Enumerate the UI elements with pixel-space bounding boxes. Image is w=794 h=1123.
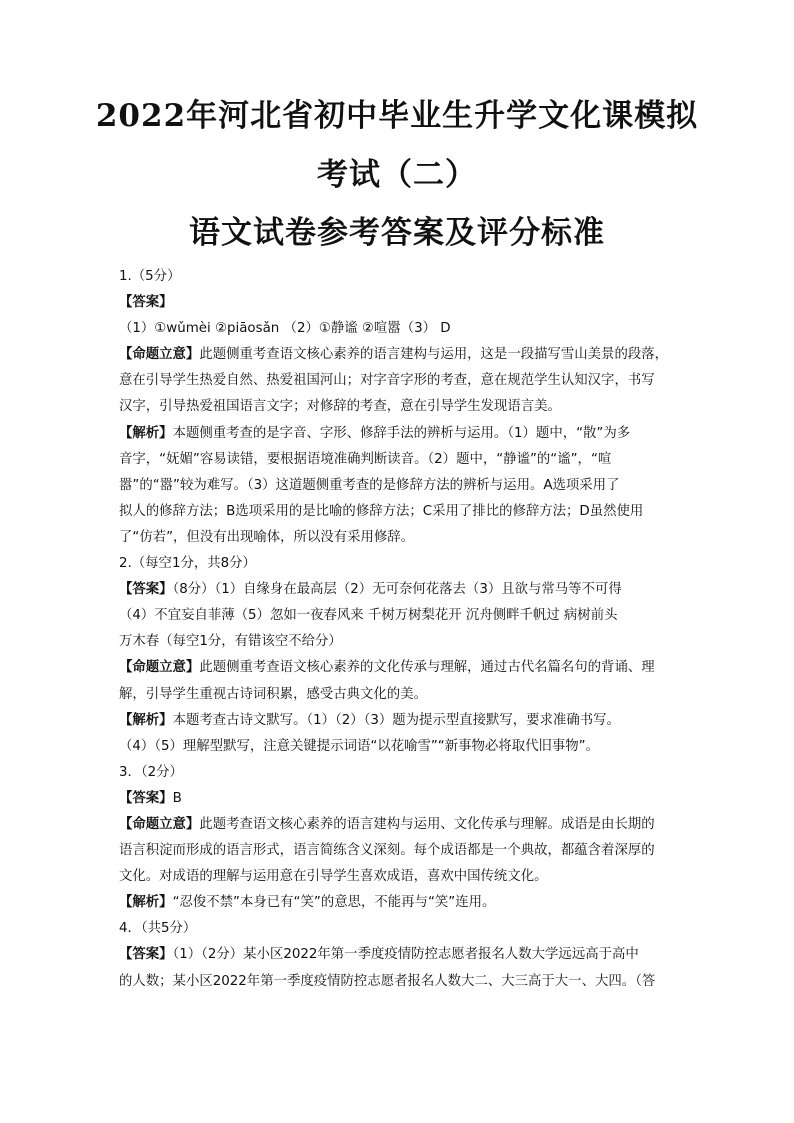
document-subtitle: 语文试卷参考答案及评分标准: [189, 215, 605, 251]
line-text: 意在引导学生热爱自然、热爱祖国河山；对字音字形的考查，意在规范学生认知汉字，书写: [119, 373, 655, 389]
line-text: 嚣”的“嚣”较为难写。（3）这道题侧重考查的是修辞方法的辨析与运用。A选项采用了: [119, 477, 620, 493]
line-text: （8分）（1）自缘身在最高层（2）无可奈何花落去（3）且欲与常马等不可得: [172, 582, 622, 598]
section-tag: 【解析】: [119, 895, 173, 911]
line-text: “忍俊不禁”本身已有“笑”的意思，不能再与“笑”连用。: [172, 895, 496, 911]
section-tag: 【答案】: [119, 947, 173, 963]
line-text: 此题考查语文核心素养的语言建构与运用、文化传承与理解。成语是由长期的: [199, 816, 655, 832]
text-line: [119, 577, 681, 603]
line-text: 音字，“妩媚”容易读错，要根据语境准确判断读音。（2）题中，“静谧”的“谧”，“喧: [119, 451, 612, 467]
line-text: 汉字，引导热爱祖国语言文字；对修辞的考查，意在引导学生发现语言美。: [119, 399, 561, 415]
line-text: 万木春（每空1分，有错该空不给分）: [119, 634, 342, 650]
line-text: （1）（2分）某小区2022年第一季度疫情防控志愿者报名人数大学远远高于高中: [172, 947, 639, 963]
text-line: [119, 447, 681, 473]
text-line: [119, 499, 681, 525]
text-line: [119, 682, 681, 708]
line-text: 本题考查古诗文默写。（1）（2）（3）题为提示型直接默写，要求准确书写。: [172, 712, 620, 728]
section-tag: 【解析】: [119, 425, 173, 441]
text-line: [119, 603, 681, 629]
text-line: [119, 812, 681, 838]
text-line: [119, 655, 681, 681]
section-tag: 【答案】: [119, 790, 173, 806]
document-title-line-1: 2022年河北省初中毕业生升学文化课模拟: [95, 98, 699, 134]
text-line: [119, 525, 681, 551]
text-line: [119, 708, 681, 734]
line-text: 1.（5分）: [119, 269, 181, 284]
text-line: [119, 942, 681, 968]
text-line: [119, 394, 681, 420]
answer-body: [119, 264, 681, 995]
line-text: 解，引导学生重视古诗词积累，感受古典文化的美。: [119, 686, 427, 702]
line-text: （1）①wǔmèi ②piāosǎn （2）①静谧 ②喧嚣（3） D: [119, 321, 451, 337]
text-line: [119, 838, 681, 864]
section-tag: 【命题立意】: [119, 347, 200, 363]
text-line: [119, 368, 681, 394]
line-text: 4．（共5分）: [119, 921, 197, 937]
line-text: （4）不宜妄自菲薄（5）忽如一夜春风来 千树万树梨花开 沉舟侧畔千帆过 病树前头: [119, 608, 618, 624]
line-text: 的人数；某小区2022年第一季度疫情防控志愿者报名人数大二、大三高于大一、大四。（答: [119, 973, 656, 989]
document-title-line-2: 考试（二）: [317, 157, 477, 193]
line-text: （4）（5）理解型默写，注意关键提示词语“以花喻雪”“新事物必将取代旧事物”。: [119, 738, 599, 754]
text-line: [119, 969, 681, 995]
line-text: 拟人的修辞方法；B选项采用的是比喻的修辞方法；C采用了排比的修辞方法；D虽然使用: [119, 503, 644, 519]
text-line: [119, 916, 681, 942]
text-line: [119, 629, 681, 655]
text-line: [119, 734, 681, 760]
text-line: [119, 421, 681, 447]
section-tag: 【答案】: [119, 295, 173, 311]
text-line: [119, 316, 681, 342]
text-line: [119, 551, 681, 577]
text-line: [119, 760, 681, 786]
line-text: 语言积淀而形成的语言形式，语言简练含义深刻。每个成语都是一个典故，都蕴含着深厚的: [119, 843, 655, 859]
line-text: 此题侧重考查语文核心素养的语言建构与运用，这是一段描写雪山美景的段落，: [199, 347, 669, 363]
section-tag: 【命题立意】: [119, 816, 200, 832]
section-tag: 【解析】: [119, 712, 173, 728]
line-text: B: [172, 790, 182, 806]
line-text: 此题侧重考查语文核心素养的文化传承与理解，通过古代名篇名句的背诵、理: [199, 660, 655, 676]
line-text: 2.（每空1分，共8分）: [119, 556, 256, 572]
text-line: [119, 890, 681, 916]
line-text: 本题侧重考查的是字音、字形、修辞手法的辨析与运用。（1）题中，“散”为多: [172, 425, 631, 441]
text-line: [119, 473, 681, 499]
text-line: [119, 342, 681, 368]
text-line: [119, 264, 681, 290]
section-tag: 【命题立意】: [119, 660, 200, 676]
line-text: 3．（2分）: [119, 764, 183, 780]
text-line: [119, 864, 681, 890]
text-line: [119, 290, 681, 316]
text-line: [119, 786, 681, 812]
line-text: 了“仿若”，但没有出现喻体，所以没有采用修辞。: [119, 529, 415, 545]
line-text: 文化。对成语的理解与运用意在引导学生喜欢成语，喜欢中国传统文化。: [119, 869, 548, 885]
section-tag: 【答案】: [119, 582, 173, 598]
